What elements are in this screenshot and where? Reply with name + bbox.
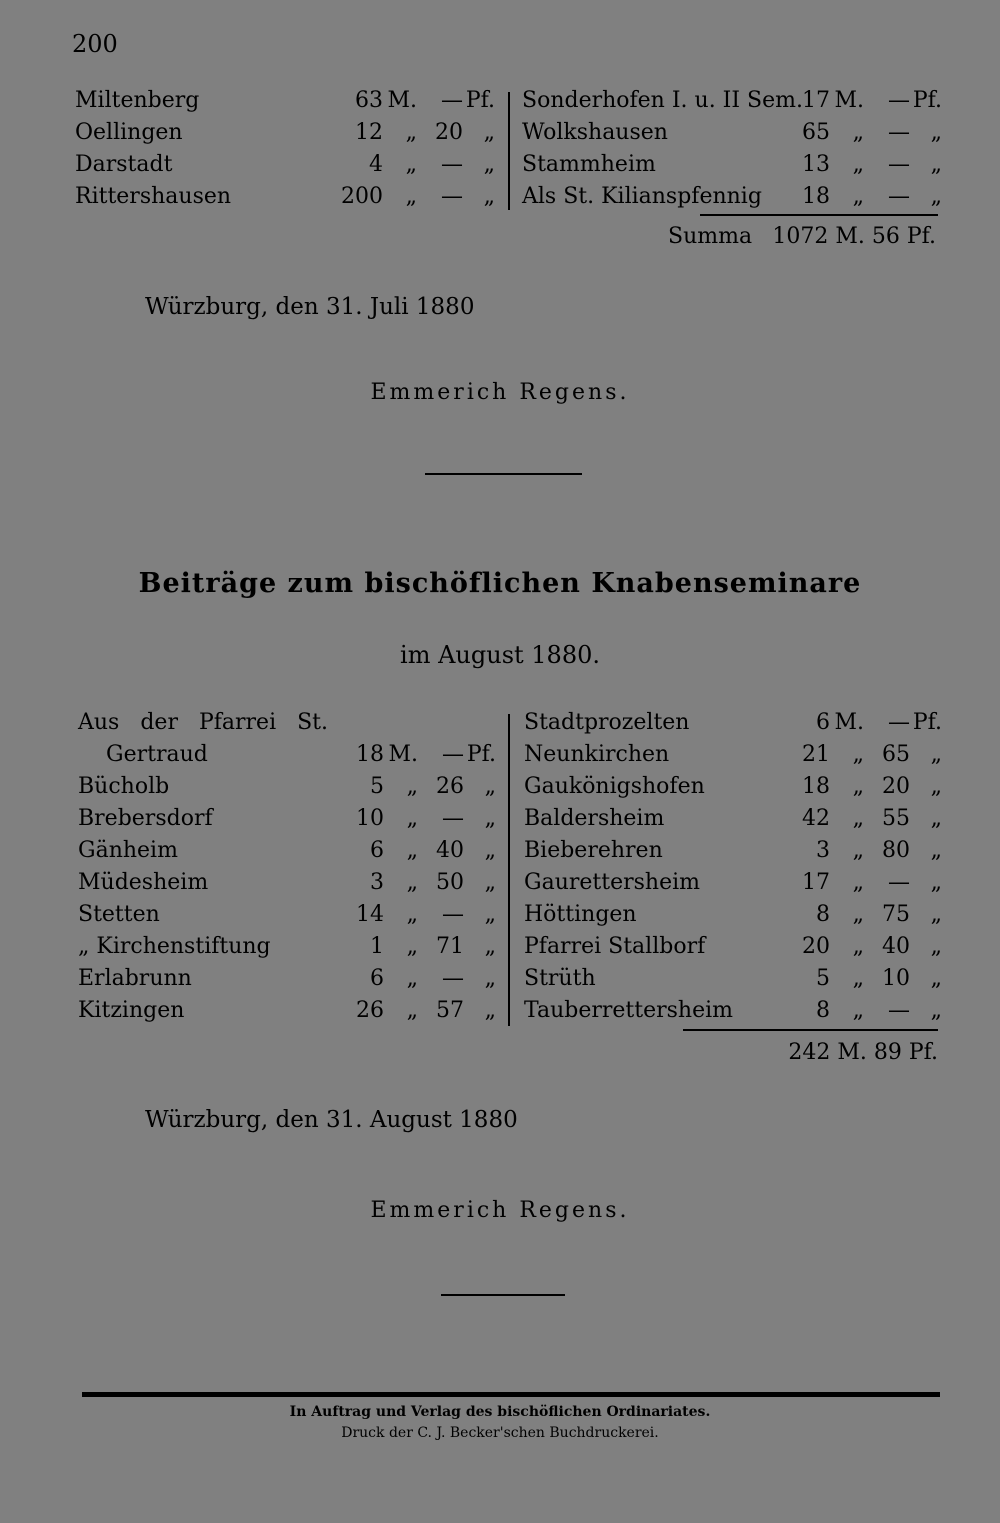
row-name: Stadtprozelten [524, 710, 690, 735]
row-pfennig: — [888, 120, 910, 145]
row-pfennig-unit: Pf. [465, 88, 495, 113]
section2-left-table [78, 708, 496, 1028]
row-marks: 14 [356, 902, 384, 927]
row-pfennig: — [888, 184, 910, 209]
row-pfennig: 20 [882, 774, 910, 799]
table-row [524, 804, 942, 834]
row-marks: 8 [816, 998, 830, 1023]
row-mark-unit: „ [852, 998, 864, 1023]
row-mark-unit: „ [852, 152, 864, 177]
row-marks: 3 [816, 838, 830, 863]
row-pfennig: 57 [436, 998, 464, 1023]
row-pfennig-unit: „ [484, 870, 496, 895]
row-marks: 13 [802, 152, 830, 177]
row-name: Stetten [78, 902, 160, 927]
row-marks: 21 [802, 742, 830, 767]
sum-value: 1072 M. 56 Pf. [772, 224, 936, 249]
row-name: Bücholb [78, 774, 170, 799]
row-mark-unit: „ [406, 998, 418, 1023]
table-row [524, 740, 942, 770]
row-pfennig: — [442, 902, 464, 927]
row-pfennig-unit: „ [484, 998, 496, 1023]
section1-left-table [75, 86, 495, 216]
row-name: Höttingen [524, 902, 637, 927]
left-header: Aus der Pfarrei St. [78, 710, 329, 735]
row-marks: 26 [356, 998, 384, 1023]
sum-rule [683, 1029, 938, 1031]
row-name: Bieberehren [524, 838, 663, 863]
table-row [78, 900, 496, 930]
row-name: Gänheim [78, 838, 178, 863]
row-pfennig-unit: „ [484, 774, 496, 799]
table-row [524, 836, 942, 866]
row-marks: 5 [370, 774, 384, 799]
row-mark-unit: „ [852, 184, 864, 209]
row-marks: 8 [816, 902, 830, 927]
row-name: Darstadt [75, 152, 173, 177]
table-row [522, 118, 942, 148]
place-date: Würzburg, den 31. Juli 1880 [145, 294, 475, 320]
sum-rule [700, 214, 938, 216]
table-row [78, 964, 496, 994]
column-divider [508, 92, 510, 210]
row-pfennig: — [441, 88, 463, 113]
row-name: Gaurettersheim [524, 870, 700, 895]
row-pfennig: — [442, 742, 464, 767]
row-mark-unit: „ [405, 184, 417, 209]
row-mark-unit: M. [387, 88, 417, 113]
signature: Emmerich Regens. [370, 1198, 630, 1223]
table-row [524, 868, 942, 898]
footer-rule [82, 1392, 940, 1397]
row-marks: 18 [802, 774, 830, 799]
row-mark-unit: „ [406, 806, 418, 831]
row-pfennig: — [441, 152, 463, 177]
table-row [522, 150, 942, 180]
row-mark-unit: „ [852, 902, 864, 927]
row-mark-unit: „ [852, 120, 864, 145]
row-name: Tauberrettersheim [524, 998, 733, 1023]
footer-imprint: In Auftrag und Verlag des bischöflichen Ordinariates. [289, 1404, 711, 1420]
row-name: Gertraud [106, 742, 208, 767]
row-mark-unit: „ [405, 152, 417, 177]
section-heading: Beiträge zum bischöflichen Knabenseminare [138, 568, 862, 599]
page-number: 200 [72, 30, 118, 58]
row-pfennig: — [442, 806, 464, 831]
row-mark-unit: „ [852, 934, 864, 959]
row-mark-unit: „ [406, 966, 418, 991]
row-marks: 17 [802, 870, 830, 895]
row-mark-unit: „ [406, 902, 418, 927]
table-row [524, 964, 942, 994]
row-pfennig-unit: „ [930, 152, 942, 177]
row-marks: 65 [802, 120, 830, 145]
table-row [524, 772, 942, 802]
row-mark-unit: „ [406, 774, 418, 799]
row-pfennig-unit: „ [930, 120, 942, 145]
row-name: Neunkirchen [524, 742, 670, 767]
row-pfennig: — [888, 88, 910, 113]
row-marks: 10 [356, 806, 384, 831]
row-pfennig: 40 [882, 934, 910, 959]
row-pfennig: 10 [882, 966, 910, 991]
row-pfennig: 20 [435, 120, 463, 145]
row-mark-unit: „ [406, 934, 418, 959]
row-pfennig: — [888, 870, 910, 895]
row-mark-unit: „ [852, 966, 864, 991]
row-marks: 12 [355, 120, 383, 145]
row-pfennig: 71 [436, 934, 464, 959]
table-row [524, 996, 942, 1026]
row-marks: 17 [802, 88, 830, 113]
row-mark-unit: „ [852, 838, 864, 863]
row-pfennig-unit: „ [930, 774, 942, 799]
table-row [78, 932, 496, 962]
table-row [75, 150, 495, 180]
row-mark-unit: „ [852, 742, 864, 767]
row-name: Sonderhofen I. u. II Sem. [522, 88, 803, 113]
table-row [78, 708, 496, 738]
row-mark-unit: M. [834, 710, 864, 735]
row-pfennig-unit: „ [930, 742, 942, 767]
row-mark-unit: „ [405, 120, 417, 145]
signature: Emmerich Regens. [370, 380, 630, 405]
row-name: Strüth [524, 966, 596, 991]
row-pfennig-unit: Pf. [912, 88, 942, 113]
footer-printer: Druck der C. J. Becker'schen Buchdruckerei. [341, 1425, 659, 1441]
table-row [75, 118, 495, 148]
row-marks: 5 [816, 966, 830, 991]
table-row [524, 900, 942, 930]
row-name: Stammheim [522, 152, 656, 177]
row-name: Erlabrunn [78, 966, 192, 991]
row-name: Miltenberg [75, 88, 200, 113]
table-row [75, 86, 495, 116]
table-row [78, 836, 496, 866]
table-row [524, 708, 942, 738]
row-marks: 6 [816, 710, 830, 735]
row-pfennig-unit: „ [930, 838, 942, 863]
section-subheading: im August 1880. [400, 641, 600, 669]
table-row [78, 740, 496, 770]
row-marks: 20 [802, 934, 830, 959]
row-pfennig-unit: „ [484, 934, 496, 959]
row-pfennig: — [888, 710, 910, 735]
row-pfennig: 65 [882, 742, 910, 767]
row-pfennig: — [442, 966, 464, 991]
row-marks: 1 [370, 934, 384, 959]
place-date: Würzburg, den 31. August 1880 [145, 1107, 518, 1133]
row-pfennig: 55 [882, 806, 910, 831]
row-mark-unit: „ [406, 870, 418, 895]
row-name: Pfarrei Stallborf [524, 934, 706, 959]
row-mark-unit: „ [406, 838, 418, 863]
table-row [78, 772, 496, 802]
row-pfennig: — [888, 152, 910, 177]
row-marks: 63 [355, 88, 383, 113]
row-pfennig-unit: Pf. [912, 710, 942, 735]
row-pfennig-unit: „ [484, 902, 496, 927]
row-name: Müdesheim [78, 870, 209, 895]
table-row [75, 182, 495, 212]
section2-sum: 242 M. 89 Pf. [788, 1040, 938, 1065]
row-pfennig: — [888, 998, 910, 1023]
section1-sum [668, 224, 938, 249]
table-row [78, 868, 496, 898]
row-marks: 200 [341, 184, 383, 209]
row-pfennig: 75 [882, 902, 910, 927]
row-marks: 4 [369, 152, 383, 177]
row-pfennig-unit: „ [484, 806, 496, 831]
row-pfennig-unit: „ [484, 966, 496, 991]
row-marks: 42 [802, 806, 830, 831]
row-pfennig-unit: „ [930, 902, 942, 927]
row-mark-unit: M. [388, 742, 418, 767]
row-pfennig: 26 [436, 774, 464, 799]
table-row [78, 996, 496, 1026]
section2-right-table [524, 708, 942, 1028]
row-name: „ Kirchenstiftung [78, 934, 271, 959]
row-marks: 18 [356, 742, 384, 767]
row-pfennig-unit: „ [930, 934, 942, 959]
row-name: Gaukönigshofen [524, 774, 705, 799]
row-name: Rittershausen [75, 184, 232, 209]
row-pfennig: — [441, 184, 463, 209]
row-name: Baldersheim [524, 806, 665, 831]
row-mark-unit: „ [852, 870, 864, 895]
row-pfennig-unit: „ [483, 152, 495, 177]
row-mark-unit: „ [852, 806, 864, 831]
row-name: Kitzingen [78, 998, 185, 1023]
table-row [524, 932, 942, 962]
row-marks: 3 [370, 870, 384, 895]
table-row [522, 182, 942, 212]
row-pfennig: 50 [436, 870, 464, 895]
row-pfennig-unit: „ [930, 966, 942, 991]
row-name: Wolkshausen [522, 120, 668, 145]
row-pfennig-unit: „ [484, 838, 496, 863]
row-pfennig-unit: „ [930, 806, 942, 831]
column-divider [508, 714, 510, 1026]
row-mark-unit: „ [852, 774, 864, 799]
row-name: Oellingen [75, 120, 183, 145]
separator-rule [441, 1294, 565, 1296]
row-mark-unit: M. [834, 88, 864, 113]
row-pfennig: 40 [436, 838, 464, 863]
table-row [522, 86, 942, 116]
row-pfennig-unit: „ [930, 998, 942, 1023]
table-row [78, 804, 496, 834]
section1-right-table [522, 86, 942, 216]
row-pfennig-unit: Pf. [466, 742, 496, 767]
row-pfennig-unit: „ [930, 870, 942, 895]
row-pfennig-unit: „ [483, 120, 495, 145]
row-pfennig: 80 [882, 838, 910, 863]
row-pfennig-unit: „ [930, 184, 942, 209]
row-name: Als St. Kilianspfennig [522, 184, 762, 209]
row-marks: 6 [370, 838, 384, 863]
row-name: Brebersdorf [78, 806, 213, 831]
row-pfennig-unit: „ [483, 184, 495, 209]
sum-label: Summa [668, 224, 753, 249]
row-marks: 18 [802, 184, 830, 209]
separator-rule [425, 473, 582, 475]
row-marks: 6 [370, 966, 384, 991]
